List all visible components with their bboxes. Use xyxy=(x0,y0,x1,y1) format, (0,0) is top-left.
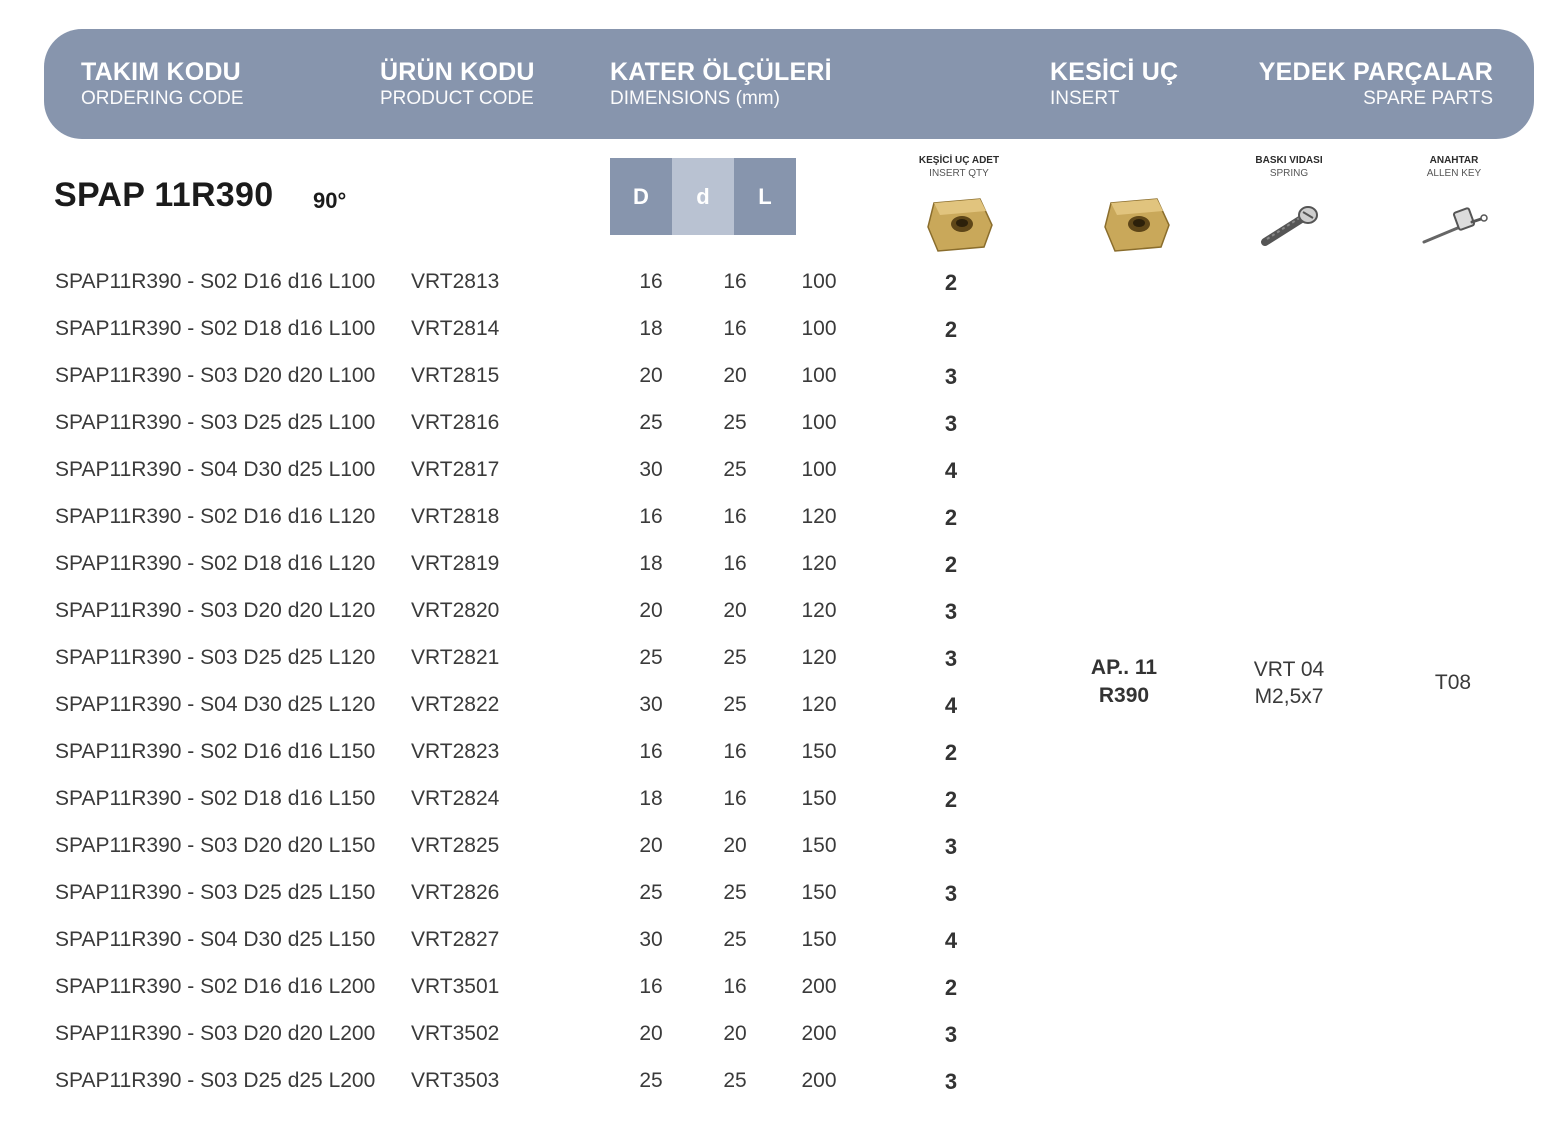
insert-qty-cell: 3 xyxy=(944,1022,958,1047)
insert-qty-cell: 4 xyxy=(944,693,958,718)
product-code-cell: VRT2817 xyxy=(411,458,500,481)
insert-qty-cell: 3 xyxy=(944,881,958,906)
header-ordering-tr: TAKIM KODU xyxy=(81,58,241,86)
table-row xyxy=(0,870,1000,917)
table-row xyxy=(0,682,1000,729)
table-row xyxy=(0,823,1000,870)
ordering-code-cell: SPAP11R390 - S02 D16 d16 L120 xyxy=(55,505,376,528)
insert-qty-cell: 3 xyxy=(944,834,958,859)
table-row xyxy=(0,494,1000,541)
insert-code-line2: R390 xyxy=(1098,684,1150,707)
product-code-cell: VRT3501 xyxy=(411,975,500,998)
dim-L-cell: 100 xyxy=(801,411,837,434)
insert-qty-cell: 2 xyxy=(944,505,958,530)
ordering-code-cell: SPAP11R390 - S02 D18 d16 L150 xyxy=(55,787,376,810)
ordering-code-cell: SPAP11R390 - S03 D25 d25 L120 xyxy=(55,646,376,669)
key-label-tr: ANAHTAR xyxy=(1429,155,1479,166)
dim-D-cell: 25 xyxy=(639,1069,663,1092)
table-row xyxy=(0,353,1000,400)
dim-L-cell: 100 xyxy=(801,270,837,293)
product-code-cell: VRT2819 xyxy=(411,552,500,575)
dim-L-cell: 150 xyxy=(801,834,837,857)
dim-header-L: L xyxy=(734,158,796,235)
dim-d-cell: 20 xyxy=(723,1022,747,1045)
insert-qty-cell: 2 xyxy=(944,975,958,1000)
header-insert-en: INSERT xyxy=(1050,88,1120,109)
key-code: T08 xyxy=(1434,671,1472,694)
dim-D-cell: 16 xyxy=(639,975,663,998)
dim-D-cell: 20 xyxy=(639,599,663,622)
dim-d-cell: 16 xyxy=(723,505,747,528)
dim-L-cell: 120 xyxy=(801,599,837,622)
product-code-cell: VRT2825 xyxy=(411,834,500,857)
header-insert xyxy=(1050,57,1178,111)
dim-d-cell: 20 xyxy=(723,834,747,857)
spring-label-en: SPRING xyxy=(1269,168,1309,179)
header-dimensions xyxy=(610,57,832,111)
table-row xyxy=(0,306,1000,353)
product-code-cell: VRT2822 xyxy=(411,693,500,716)
dim-L-cell: 200 xyxy=(801,975,837,998)
product-title: SPAP 11R390 xyxy=(54,176,274,214)
ordering-code-cell: SPAP11R390 - S02 D18 d16 L100 xyxy=(55,317,376,340)
dim-D-cell: 18 xyxy=(639,787,663,810)
table-row xyxy=(0,541,1000,588)
header-dimensions-tr: KATER ÖLÇÜLERİ xyxy=(610,58,832,86)
insert-qty-cell: 2 xyxy=(944,740,958,765)
insert-code xyxy=(1064,654,1184,710)
dim-D-cell: 20 xyxy=(639,364,663,387)
product-table xyxy=(0,259,1000,1105)
insert-qty-cell: 3 xyxy=(944,599,958,624)
insert-qty-cell: 2 xyxy=(944,270,958,295)
ordering-code-cell: SPAP11R390 - S02 D16 d16 L200 xyxy=(55,975,376,998)
ordering-code-cell: SPAP11R390 - S04 D30 d25 L150 xyxy=(55,928,376,951)
spring-code-line1: VRT 04 xyxy=(1253,658,1325,681)
insert-qty-cell: 3 xyxy=(944,411,958,436)
dim-d-cell: 25 xyxy=(723,458,747,481)
dim-L-cell: 100 xyxy=(801,317,837,340)
insert-icon xyxy=(1101,197,1173,255)
product-code-cell: VRT2824 xyxy=(411,787,500,810)
table-row xyxy=(0,259,1000,306)
table-row xyxy=(0,964,1000,1011)
dim-L-cell: 120 xyxy=(801,505,837,528)
ordering-code-cell: SPAP11R390 - S03 D25 d25 L100 xyxy=(55,411,376,434)
insert-qty-cell: 3 xyxy=(944,1069,958,1094)
dim-D-cell: 18 xyxy=(639,552,663,575)
dim-L-cell: 100 xyxy=(801,364,837,387)
dim-L-cell: 120 xyxy=(801,693,837,716)
dim-L-cell: 150 xyxy=(801,928,837,951)
dim-header-D: D xyxy=(610,158,672,235)
header-spare-tr: YEDEK PARÇALAR xyxy=(1258,58,1493,86)
header-spare-en: SPARE PARTS xyxy=(1363,88,1493,109)
ordering-code-cell: SPAP11R390 - S03 D20 d20 L150 xyxy=(55,834,376,857)
table-row xyxy=(0,776,1000,823)
product-code-cell: VRT2823 xyxy=(411,740,500,763)
ordering-code-cell: SPAP11R390 - S02 D16 d16 L150 xyxy=(55,740,376,763)
dim-D-cell: 25 xyxy=(639,411,663,434)
dim-D-cell: 30 xyxy=(639,928,663,951)
dim-L-cell: 120 xyxy=(801,552,837,575)
table-row xyxy=(0,447,1000,494)
table-row xyxy=(0,635,1000,682)
angle-label: 90° xyxy=(313,188,347,213)
header-ordering-code xyxy=(81,57,244,111)
ordering-code-cell: SPAP11R390 - S03 D25 d25 L150 xyxy=(55,881,376,904)
spring-label-tr: BASKI VIDASI xyxy=(1255,155,1323,166)
ordering-code-cell: SPAP11R390 - S04 D30 d25 L120 xyxy=(55,693,376,716)
header-product-tr: ÜRÜN KODU xyxy=(380,58,535,86)
dim-D-cell: 25 xyxy=(639,881,663,904)
dim-d-cell: 16 xyxy=(723,270,747,293)
dim-d-cell: 16 xyxy=(723,787,747,810)
dim-D-cell: 20 xyxy=(639,1022,663,1045)
header-spare-parts xyxy=(1259,57,1493,111)
product-code-cell: VRT2820 xyxy=(411,599,500,622)
spring-code-line2: M2,5x7 xyxy=(1254,685,1324,708)
product-code-cell: VRT2821 xyxy=(411,646,500,669)
dim-d-cell: 25 xyxy=(723,646,747,669)
insert-qty-cell: 4 xyxy=(944,458,958,483)
ordering-code-cell: SPAP11R390 - S03 D20 d20 L200 xyxy=(55,1022,376,1045)
dim-L-cell: 200 xyxy=(801,1022,837,1045)
dim-d-cell: 25 xyxy=(723,1069,747,1092)
table-row xyxy=(0,400,1000,447)
dim-D-cell: 20 xyxy=(639,834,663,857)
ordering-code-cell: SPAP11R390 - S03 D25 d25 L200 xyxy=(55,1069,376,1092)
spring-code xyxy=(1229,656,1349,710)
screw-icon xyxy=(1257,202,1323,250)
ordering-code-cell: SPAP11R390 - S02 D16 d16 L100 xyxy=(55,270,376,293)
header-ordering-en: ORDERING CODE xyxy=(81,88,244,109)
spring-label xyxy=(1214,154,1364,180)
dim-d-cell: 16 xyxy=(723,552,747,575)
table-row xyxy=(0,588,1000,635)
table-row xyxy=(0,1058,1000,1105)
insert-qty-cell: 2 xyxy=(944,317,958,342)
dim-D-cell: 30 xyxy=(639,458,663,481)
dim-d-cell: 20 xyxy=(723,599,747,622)
header-product-en: PRODUCT CODE xyxy=(380,88,534,109)
product-code-cell: VRT2818 xyxy=(411,505,500,528)
header-dimensions-en: DIMENSIONS (mm) xyxy=(610,88,780,109)
dim-D-cell: 18 xyxy=(639,317,663,340)
ordering-code-cell: SPAP11R390 - S02 D18 d16 L120 xyxy=(55,552,376,575)
insert-qty-label xyxy=(884,154,1034,180)
dim-L-cell: 120 xyxy=(801,646,837,669)
dim-L-cell: 150 xyxy=(801,881,837,904)
insert-code-line1: AP.. 11 xyxy=(1090,656,1158,679)
key-label-en: ALLEN KEY xyxy=(1426,168,1482,179)
insert-qty-cell: 3 xyxy=(944,646,958,671)
dim-d-cell: 25 xyxy=(723,411,747,434)
table-row xyxy=(0,917,1000,964)
dim-D-cell: 16 xyxy=(639,270,663,293)
dim-D-cell: 25 xyxy=(639,646,663,669)
header-product-code xyxy=(380,57,535,111)
dim-d-cell: 25 xyxy=(723,928,747,951)
dim-L-cell: 150 xyxy=(801,740,837,763)
product-code-cell: VRT3503 xyxy=(411,1069,500,1092)
product-code-cell: VRT2827 xyxy=(411,928,500,951)
product-code-cell: VRT2816 xyxy=(411,411,500,434)
dim-D-cell: 16 xyxy=(639,505,663,528)
insert-qty-label-tr: KEŞİCİ UÇ ADET xyxy=(918,155,1000,166)
header-band xyxy=(44,29,1534,139)
product-code-cell: VRT2814 xyxy=(411,317,500,340)
ordering-code-cell: SPAP11R390 - S04 D30 d25 L100 xyxy=(55,458,376,481)
dim-D-cell: 30 xyxy=(639,693,663,716)
dim-L-cell: 100 xyxy=(801,458,837,481)
product-code-cell: VRT3502 xyxy=(411,1022,500,1045)
dim-d-cell: 16 xyxy=(723,975,747,998)
dim-header-d: d xyxy=(672,158,734,235)
ordering-code-cell: SPAP11R390 - S03 D20 d20 L100 xyxy=(55,364,376,387)
insert-icon xyxy=(924,197,996,255)
insert-qty-cell: 2 xyxy=(944,552,958,577)
key-label xyxy=(1379,154,1529,180)
insert-qty-cell: 3 xyxy=(944,364,958,389)
product-code-cell: VRT2815 xyxy=(411,364,500,387)
allen-key-icon xyxy=(1420,206,1490,250)
product-code-cell: VRT2826 xyxy=(411,881,500,904)
dim-d-cell: 16 xyxy=(723,317,747,340)
ordering-code-cell: SPAP11R390 - S03 D20 d20 L120 xyxy=(55,599,376,622)
dim-L-cell: 200 xyxy=(801,1069,837,1092)
insert-qty-cell: 2 xyxy=(944,787,958,812)
dim-D-cell: 16 xyxy=(639,740,663,763)
dim-d-cell: 20 xyxy=(723,364,747,387)
header-insert-tr: KESİCİ UÇ xyxy=(1050,58,1179,86)
product-code-cell: VRT2813 xyxy=(411,270,500,293)
dim-d-cell: 25 xyxy=(723,693,747,716)
table-row xyxy=(0,729,1000,776)
insert-qty-cell: 4 xyxy=(944,928,958,953)
dim-d-cell: 16 xyxy=(723,740,747,763)
dim-L-cell: 150 xyxy=(801,787,837,810)
dim-d-cell: 25 xyxy=(723,881,747,904)
insert-qty-label-en: INSERT QTY xyxy=(929,168,989,179)
table-row xyxy=(0,1011,1000,1058)
